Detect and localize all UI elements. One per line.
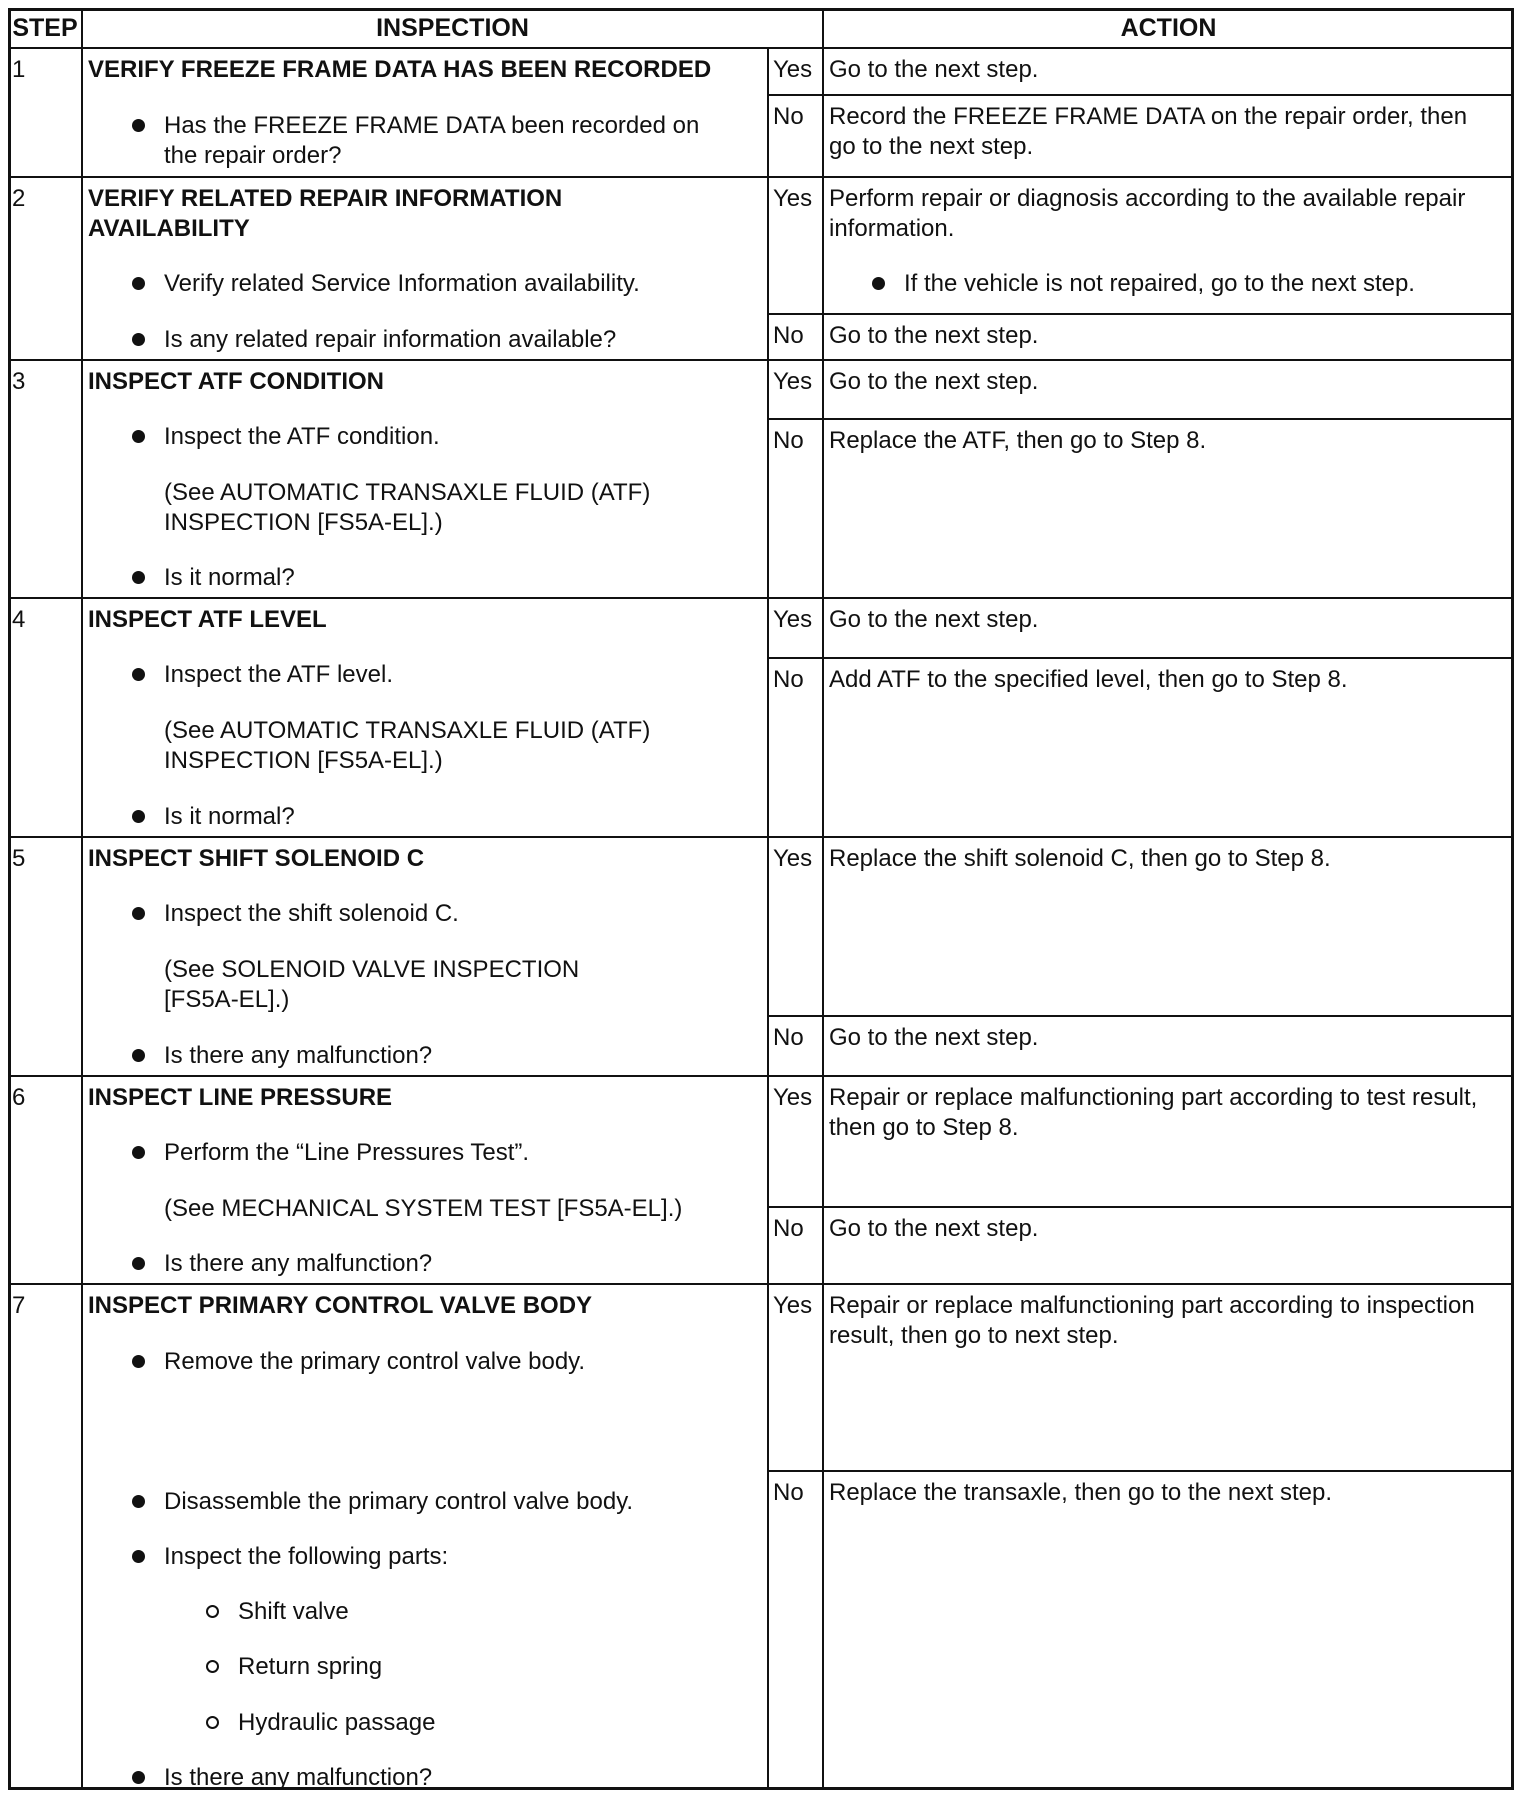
- yes-action: result, then go to next step.: [829, 1322, 1119, 1349]
- no-action: Record the FREEZE FRAME DATA on the repair order, then: [829, 103, 1468, 130]
- step-number: 4: [12, 606, 26, 633]
- bullet-icon: [132, 430, 145, 443]
- yes-no-divider: [767, 1206, 1514, 1208]
- sub-bullet-icon: [206, 1716, 219, 1729]
- row-divider: [8, 359, 1514, 361]
- step-number: 7: [12, 1292, 26, 1319]
- inspection-line: Inspect the ATF level.: [164, 661, 393, 688]
- row-divider: [8, 836, 1514, 838]
- col-divider: [822, 8, 824, 1790]
- bullet-icon: [132, 333, 145, 346]
- yes-label: Yes: [773, 1084, 813, 1111]
- inspection-line: Disassemble the primary control valve body.: [164, 1488, 634, 1515]
- yes-no-divider: [767, 657, 1514, 659]
- row-divider: [8, 176, 1514, 178]
- no-action: Go to the next step.: [829, 1215, 1039, 1242]
- step-title: VERIFY FREEZE FRAME DATA HAS BEEN RECORDED: [88, 56, 712, 83]
- bullet-icon: [132, 810, 145, 823]
- header-step: STEP: [12, 14, 78, 42]
- step-title: INSPECT ATF LEVEL: [88, 606, 327, 633]
- bullet-icon: [132, 1550, 145, 1563]
- inspection-line: Inspect the shift solenoid C.: [164, 900, 459, 927]
- row-divider: [8, 597, 1514, 599]
- inspection-line: Is there any malfunction?: [164, 1042, 433, 1069]
- header-inspection: INSPECTION: [376, 14, 529, 42]
- yes-label: Yes: [773, 845, 813, 872]
- bullet-icon: [132, 907, 145, 920]
- inspection-line: (See MECHANICAL SYSTEM TEST [FS5A-EL].): [164, 1195, 683, 1222]
- bullet-icon: [132, 1771, 145, 1784]
- yes-no-divider: [767, 418, 1514, 420]
- row-divider: [8, 1283, 1514, 1285]
- inspection-subline: Hydraulic passage: [238, 1709, 436, 1736]
- yes-label: Yes: [773, 185, 813, 212]
- bullet-icon: [132, 1257, 145, 1270]
- yes-action-bullet: If the vehicle is not repaired, go to the next step.: [904, 270, 1415, 297]
- bullet-icon: [132, 1049, 145, 1062]
- step-number: 2: [12, 185, 26, 212]
- inspection-line: Perform the “Line Pressures Test”.: [164, 1139, 530, 1166]
- bullet-icon: [132, 1495, 145, 1508]
- inspection-line: (See SOLENOID VALVE INSPECTION: [164, 956, 580, 983]
- no-label: No: [773, 1215, 804, 1242]
- yes-action: information.: [829, 215, 955, 242]
- inspection-line: (See AUTOMATIC TRANSAXLE FLUID (ATF): [164, 479, 651, 506]
- col-divider: [767, 47, 769, 1790]
- inspection-line: [FS5A-EL].): [164, 986, 290, 1013]
- no-action: go to the next step.: [829, 133, 1034, 160]
- step-title: VERIFY RELATED REPAIR INFORMATION: [88, 185, 563, 212]
- step-title: INSPECT PRIMARY CONTROL VALVE BODY: [88, 1292, 593, 1319]
- inspection-line: Is there any malfunction?: [164, 1250, 433, 1277]
- bullet-icon: [132, 668, 145, 681]
- inspection-line: (See AUTOMATIC TRANSAXLE FLUID (ATF): [164, 717, 651, 744]
- step-number: 5: [12, 845, 26, 872]
- bullet-icon: [132, 277, 145, 290]
- step-title: AVAILABILITY: [88, 215, 250, 242]
- step-number: 1: [12, 56, 26, 83]
- no-action: Replace the transaxle, then go to the next step.: [829, 1479, 1332, 1506]
- step-title: INSPECT ATF CONDITION: [88, 368, 384, 395]
- yes-action: Repair or replace malfunctioning part according to test result,: [829, 1084, 1478, 1111]
- yes-label: Yes: [773, 606, 813, 633]
- yes-no-divider: [767, 1015, 1514, 1017]
- inspection-line: the repair order?: [164, 142, 342, 169]
- yes-action: Perform repair or diagnosis according to the available repair: [829, 185, 1466, 212]
- step-title: INSPECT SHIFT SOLENOID C: [88, 845, 425, 872]
- col-divider: [81, 8, 83, 1790]
- sub-bullet-icon: [206, 1605, 219, 1618]
- bullet-icon: [132, 1146, 145, 1159]
- yes-label: Yes: [773, 56, 813, 83]
- no-label: No: [773, 427, 804, 454]
- no-action: Go to the next step.: [829, 322, 1039, 349]
- sub-bullet-icon: [206, 1660, 219, 1673]
- no-action: Go to the next step.: [829, 1024, 1039, 1051]
- inspection-line: Verify related Service Information availability.: [164, 270, 640, 297]
- inspection-line: Is there any malfunction?: [164, 1764, 433, 1791]
- yes-action: Repair or replace malfunctioning part according to inspection: [829, 1292, 1475, 1319]
- yes-action: then go to Step 8.: [829, 1114, 1019, 1141]
- inspection-line: Has the FREEZE FRAME DATA been recorded on: [164, 112, 700, 139]
- bullet-icon: [132, 571, 145, 584]
- no-label: No: [773, 1024, 804, 1051]
- step-number: 6: [12, 1084, 26, 1111]
- yes-no-divider: [767, 1470, 1514, 1472]
- yes-label: Yes: [773, 1292, 813, 1319]
- yes-label: Yes: [773, 368, 813, 395]
- bullet-icon: [132, 1355, 145, 1368]
- inspection-line: Inspect the following parts:: [164, 1543, 449, 1570]
- inspection-subline: Return spring: [238, 1653, 383, 1680]
- inspection-line: Is it normal?: [164, 803, 295, 830]
- yes-action: Go to the next step.: [829, 606, 1039, 633]
- no-label: No: [773, 666, 804, 693]
- inspection-line: INSPECTION [FS5A-EL].): [164, 747, 443, 774]
- inspection-line: Is it normal?: [164, 564, 295, 591]
- bullet-icon: [132, 119, 145, 132]
- yes-action: Go to the next step.: [829, 56, 1039, 83]
- inspection-line: Inspect the ATF condition.: [164, 423, 440, 450]
- no-label: No: [773, 103, 804, 130]
- header-action: ACTION: [1120, 14, 1217, 42]
- yes-action: Go to the next step.: [829, 368, 1039, 395]
- step-title: INSPECT LINE PRESSURE: [88, 1084, 393, 1111]
- bullet-icon: [872, 277, 885, 290]
- inspection-line: Is any related repair information available?: [164, 326, 617, 353]
- inspection-subline: Shift valve: [238, 1598, 349, 1625]
- no-action: Replace the ATF, then go to Step 8.: [829, 427, 1207, 454]
- yes-no-divider: [767, 94, 1514, 96]
- no-action: Add ATF to the specified level, then go to Step 8.: [829, 666, 1348, 693]
- inspection-line: INSPECTION [FS5A-EL].): [164, 509, 443, 536]
- yes-action: Replace the shift solenoid C, then go to Step 8.: [829, 845, 1331, 872]
- yes-no-divider: [767, 313, 1514, 315]
- step-number: 3: [12, 368, 26, 395]
- no-label: No: [773, 322, 804, 349]
- row-divider: [8, 1075, 1514, 1077]
- inspection-line: Remove the primary control valve body.: [164, 1348, 586, 1375]
- no-label: No: [773, 1479, 804, 1506]
